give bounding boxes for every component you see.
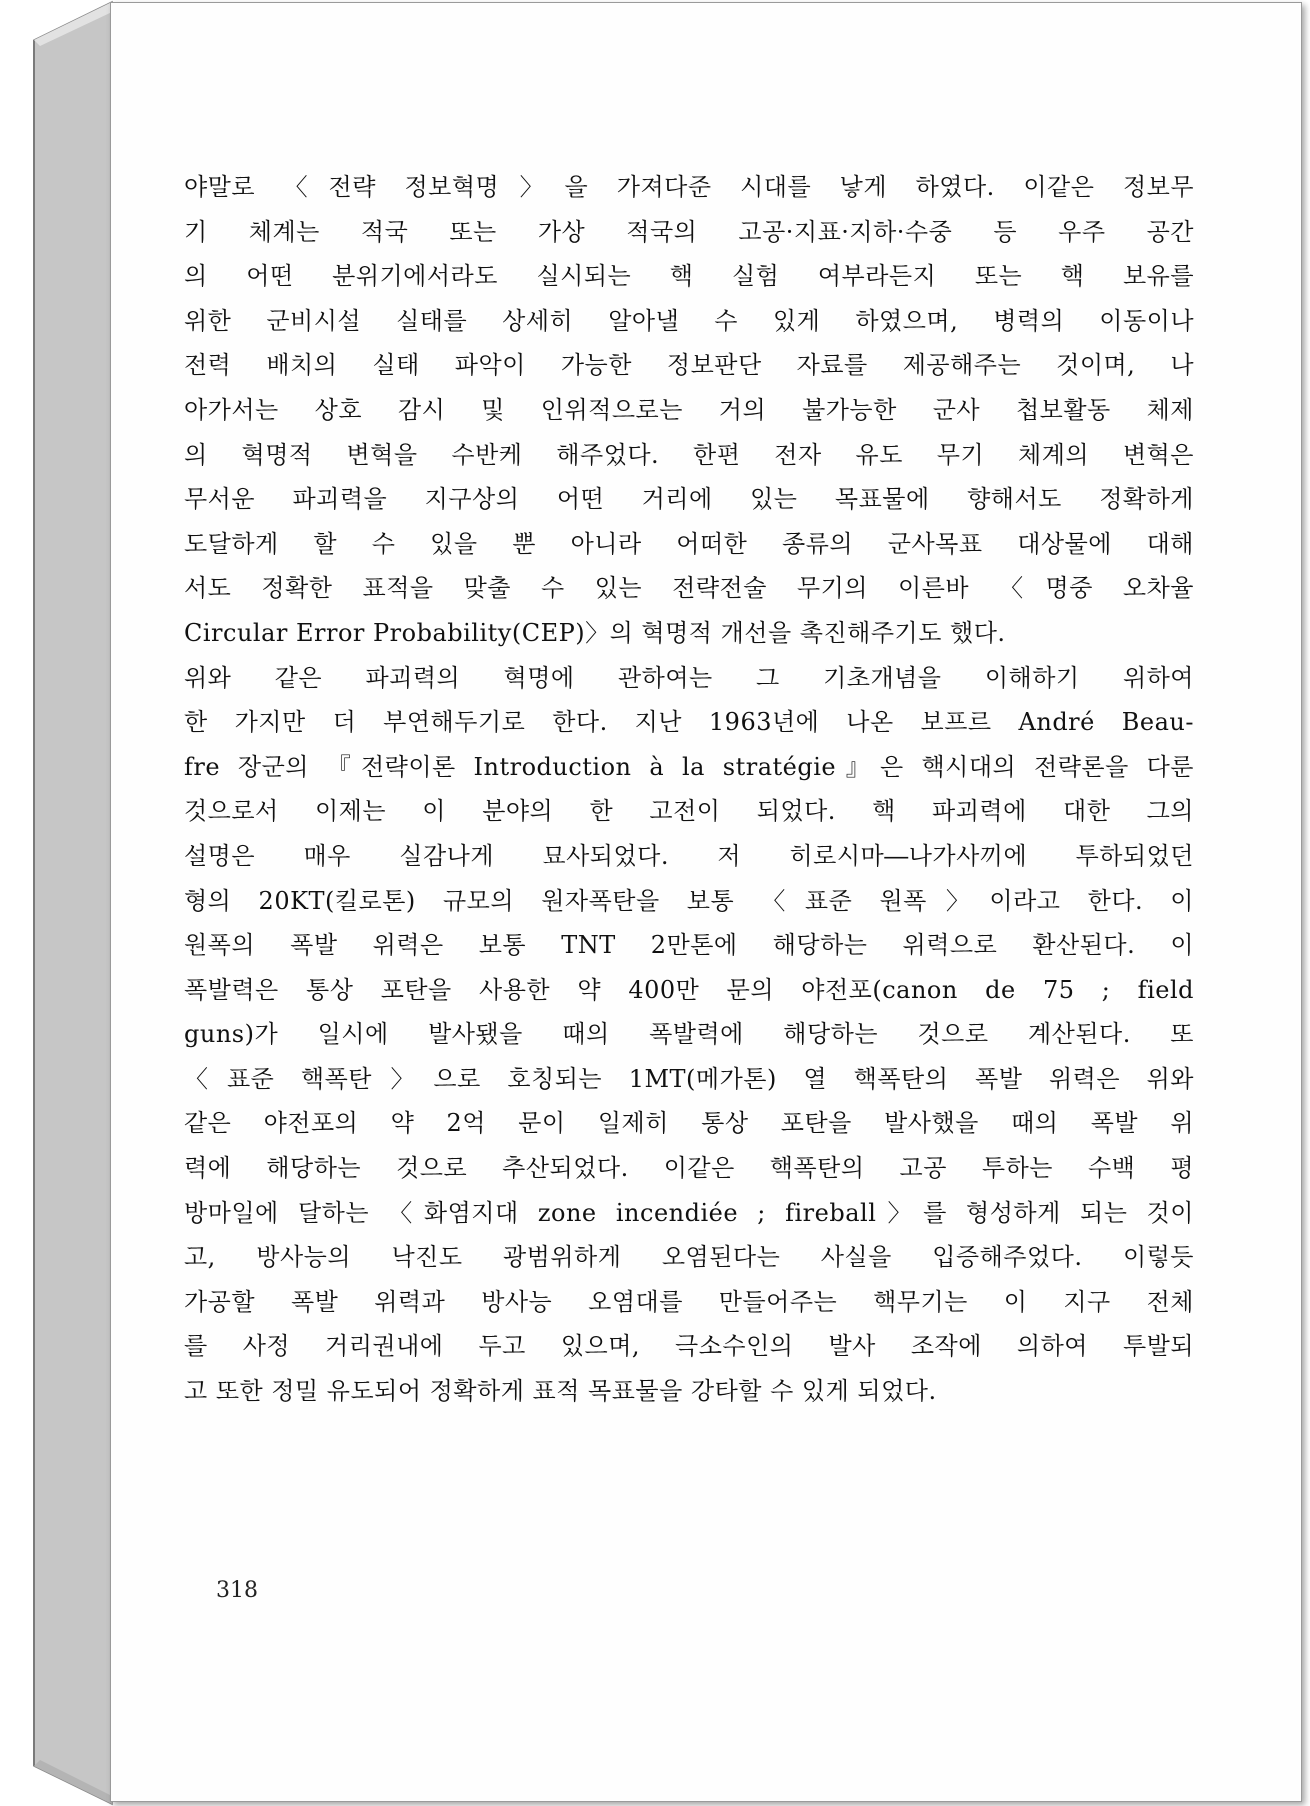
text-line: 력에 해당하는 것으로 추산되었다. 이같은 핵폭탄의 고공 투하는 수백 평 [184,1154,1194,1183]
text-line: 를 사정 거리권내에 두고 있으며, 극소수인의 발사 조작에 의하여 투발되 [184,1332,1194,1361]
text-line: 전력 배치의 실태 파악이 가능한 정보판단 자료를 제공해주는 것이며, 나 [184,351,1194,380]
text-line: 위한 군비시설 실태를 상세히 알아낼 수 있게 하였으며, 병력의 이동이나 [184,306,1194,335]
text-line: Circular Error Probability(CEP)〉의 혁명적 개선을 촉진해주기도 했다. [184,618,1006,647]
text-line: 기 체계는 적국 또는 가상 적국의 고공·지표·지하·수중 등 우주 공간 [184,217,1194,246]
text-line: 〈표준 핵폭탄〉으로 호칭되는 1MT(메가톤) 열 핵폭탄의 폭발 위력은 위와 [184,1064,1194,1093]
page-number: 318 [216,1578,258,1603]
text-line: 폭발력은 통상 포탄을 사용한 약 400만 문의 야전포(canon de 75 ; field [184,975,1194,1004]
text-line: 형의 20KT(킬로톤) 규모의 원자폭탄을 보통 〈표준 원폭〉이라고 한다. 이 [184,886,1194,915]
text-line: 같은 야전포의 약 2억 문이 일제히 통상 포탄을 발사했을 때의 폭발 위 [184,1109,1194,1138]
text-line: 위와 같은 파괴력의 혁명에 관하여는 그 기초개념을 이해하기 위하여 [184,663,1194,692]
text-line: 한 가지만 더 부연해두기로 한다. 지난 1963년에 나온 보프르 André Beau- [184,708,1194,737]
text-line: 방마일에 달하는 〈화염지대 zone incendiée ; fireball〉를 형성하게 되는 것이 [184,1198,1194,1227]
text-line: 의 혁명적 변혁을 수반케 해주었다. 한편 전자 유도 무기 체계의 변혁은 [184,440,1194,469]
text-line: 아가서는 상호 감시 및 인위적으로는 거의 불가능한 군사 첩보활동 체제 [184,395,1194,424]
text-line: 가공할 폭발 위력과 방사능 오염대를 만들어주는 핵무기는 이 지구 전체 [184,1287,1194,1316]
text-line: 원폭의 폭발 위력은 보통 TNT 2만톤에 해당하는 위력으로 환산된다. 이 [184,931,1194,960]
text-line: 서도 정확한 표적을 맞출 수 있는 전략전술 무기의 이른바 〈명중 오차율 [184,574,1194,603]
text-line: 고 또한 정밀 유도되어 정확하게 표적 목표물을 강타할 수 있게 되었다. [184,1377,937,1406]
text-line: 무서운 파괴력을 지구상의 어떤 거리에 있는 목표물에 향해서도 정확하게 [184,485,1194,514]
body-text [184,165,1194,1414]
text-line: guns)가 일시에 발사됐을 때의 폭발력에 해당하는 것으로 계산된다. 또 [184,1020,1194,1049]
text-line: 도달하게 할 수 있을 뿐 아니라 어떠한 종류의 군사목표 대상물에 대해 [184,529,1194,558]
text-line: fre 장군의 『전략이론 Introduction à la stratégie』은 핵시대의 전략론을 다룬 [184,752,1194,781]
text-line: 고, 방사능의 낙진도 광범위하게 오염된다는 사실을 입증해주었다. 이렇듯 [184,1243,1194,1272]
text-line: 것으로서 이제는 이 분야의 한 고전이 되었다. 핵 파괴력에 대한 그의 [184,797,1194,826]
text-line: 설명은 매우 실감나게 묘사되었다. 저 히로시마―나가사끼에 투하되었던 [184,841,1194,870]
text-line: 의 어떤 분위기에서라도 실시되는 핵 실험 여부라든지 또는 핵 보유를 [184,262,1194,291]
text-line: 야말로 〈전략 정보혁명〉을 가져다준 시대를 낳게 하였다. 이같은 정보무 [184,173,1194,201]
